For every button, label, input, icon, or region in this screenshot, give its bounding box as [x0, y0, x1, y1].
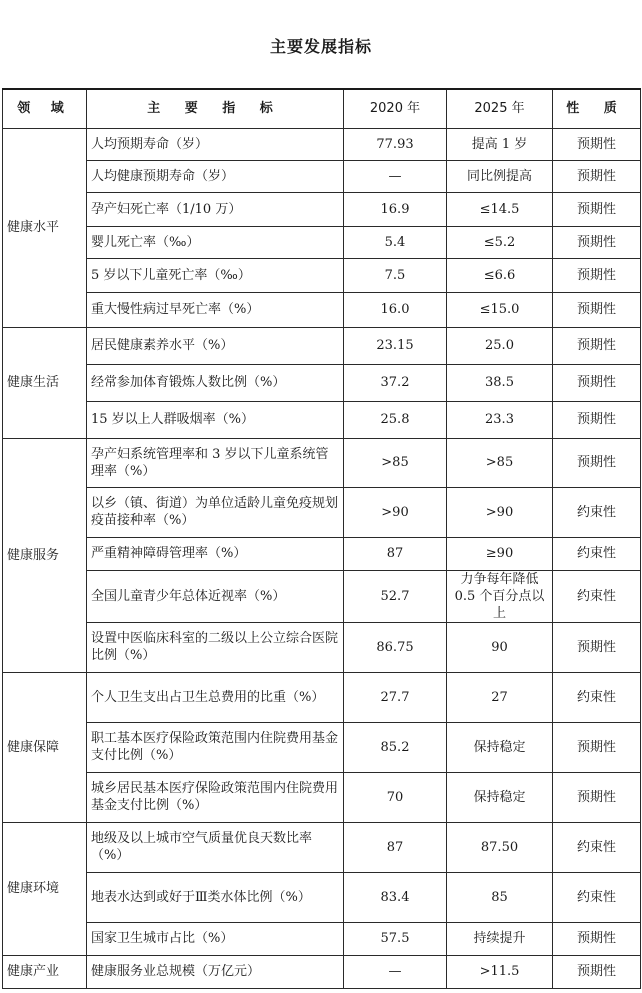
domain-cell: 健康生活 [3, 327, 87, 438]
header-nature: 性 质 [553, 89, 641, 128]
indicator-cell: 人均健康预期寿命（岁） [87, 160, 344, 192]
value-2020-cell: 5.4 [344, 226, 447, 258]
nature-cell: 预期性 [553, 772, 641, 822]
value-2025-cell: ≤6.6 [447, 258, 553, 292]
value-2025-cell: 保持稳定 [447, 722, 553, 772]
table-row [3, 160, 641, 192]
value-2020-cell: 87 [344, 822, 447, 872]
value-2025-cell: 保持稳定 [447, 772, 553, 822]
table-row [3, 292, 641, 327]
value-2025-cell: 25.0 [447, 327, 553, 364]
value-2025-cell: 85 [447, 872, 553, 922]
value-2020-cell: 87 [344, 537, 447, 570]
value-2020-cell: 52.7 [344, 570, 447, 622]
value-2025-cell: 同比例提高 [447, 160, 553, 192]
domain-cell: 健康水平 [3, 128, 87, 327]
value-2025-cell: 力争每年降低 0.5 个百分点以上 [447, 570, 553, 622]
value-2020-cell: 27.7 [344, 672, 447, 722]
value-2025-cell: ≤14.5 [447, 192, 553, 226]
nature-cell: 预期性 [553, 364, 641, 401]
indicator-cell: 婴儿死亡率（‰） [87, 226, 344, 258]
indicators-table [2, 88, 641, 989]
indicator-cell: 孕产妇死亡率（1/10 万） [87, 192, 344, 226]
value-2020-cell: 16.0 [344, 292, 447, 327]
indicator-cell: 全国儿童青少年总体近视率（%） [87, 570, 344, 622]
nature-cell: 预期性 [553, 327, 641, 364]
table-row [3, 570, 641, 622]
value-2020-cell: 85.2 [344, 722, 447, 772]
value-2025-cell: ≤15.0 [447, 292, 553, 327]
table-row [3, 364, 641, 401]
header-indicator: 主 要 指 标 [87, 89, 344, 128]
nature-cell: 约束性 [553, 872, 641, 922]
table-row [3, 922, 641, 955]
value-2020-cell: 83.4 [344, 872, 447, 922]
table-row [3, 487, 641, 537]
header-2025: 2025 年 [447, 89, 553, 128]
indicator-cell: 地表水达到或好于Ⅲ类水体比例（%） [87, 872, 344, 922]
value-2025-cell: 38.5 [447, 364, 553, 401]
value-2025-cell: ≥90 [447, 537, 553, 570]
nature-cell: 约束性 [553, 822, 641, 872]
value-2020-cell: >90 [344, 487, 447, 537]
value-2025-cell: 87.50 [447, 822, 553, 872]
value-2025-cell: 23.3 [447, 401, 553, 438]
value-2020-cell: >85 [344, 438, 447, 487]
table-row [3, 537, 641, 570]
value-2020-cell: 86.75 [344, 622, 447, 672]
nature-cell: 约束性 [553, 487, 641, 537]
header-domain: 领 域 [3, 89, 87, 128]
value-2020-cell: 70 [344, 772, 447, 822]
value-2025-cell: 提高 1 岁 [447, 128, 553, 160]
value-2025-cell: 持续提升 [447, 922, 553, 955]
nature-cell: 预期性 [553, 160, 641, 192]
nature-cell: 预期性 [553, 955, 641, 988]
nature-cell: 预期性 [553, 192, 641, 226]
indicator-cell: 人均预期寿命（岁） [87, 128, 344, 160]
table-row [3, 672, 641, 722]
value-2025-cell: 27 [447, 672, 553, 722]
indicator-cell: 以乡（镇、街道）为单位适龄儿童免疫规划疫苗接种率（%） [87, 487, 344, 537]
value-2020-cell: — [344, 160, 447, 192]
nature-cell: 预期性 [553, 128, 641, 160]
header-2020: 2020 年 [344, 89, 447, 128]
indicator-cell: 经常参加体育锻炼人数比例（%） [87, 364, 344, 401]
indicator-cell: 城乡居民基本医疗保险政策范围内住院费用基金支付比例（%） [87, 772, 344, 822]
indicator-cell: 职工基本医疗保险政策范围内住院费用基金支付比例（%） [87, 722, 344, 772]
nature-cell: 预期性 [553, 258, 641, 292]
table-header-row [3, 89, 641, 128]
value-2020-cell: 37.2 [344, 364, 447, 401]
indicator-cell: 设置中医临床科室的二级以上公立综合医院比例（%） [87, 622, 344, 672]
indicator-cell: 居民健康素养水平（%） [87, 327, 344, 364]
value-2020-cell: — [344, 955, 447, 988]
value-2020-cell: 77.93 [344, 128, 447, 160]
value-2025-cell: >85 [447, 438, 553, 487]
table-row [3, 226, 641, 258]
domain-cell: 健康服务 [3, 438, 87, 672]
nature-cell: 预期性 [553, 292, 641, 327]
value-2020-cell: 16.9 [344, 192, 447, 226]
table-row [3, 822, 641, 872]
value-2020-cell: 57.5 [344, 922, 447, 955]
table-row [3, 401, 641, 438]
nature-cell: 预期性 [553, 438, 641, 487]
table-row [3, 258, 641, 292]
indicator-cell: 个人卫生支出占卫生总费用的比重（%） [87, 672, 344, 722]
indicator-cell: 15 岁以上人群吸烟率（%） [87, 401, 344, 438]
value-2025-cell: >90 [447, 487, 553, 537]
indicator-cell: 严重精神障碍管理率（%） [87, 537, 344, 570]
domain-cell: 健康环境 [3, 822, 87, 955]
nature-cell: 预期性 [553, 401, 641, 438]
value-2020-cell: 23.15 [344, 327, 447, 364]
indicator-cell: 孕产妇系统管理率和 3 岁以下儿童系统管理率（%） [87, 438, 344, 487]
value-2020-cell: 7.5 [344, 258, 447, 292]
indicator-cell: 国家卫生城市占比（%） [87, 922, 344, 955]
nature-cell: 预期性 [553, 922, 641, 955]
table-row [3, 955, 641, 988]
table-row [3, 772, 641, 822]
nature-cell: 预期性 [553, 622, 641, 672]
domain-cell: 健康保障 [3, 672, 87, 822]
table-row [3, 438, 641, 487]
table-row [3, 192, 641, 226]
indicator-cell: 重大慢性病过早死亡率（%） [87, 292, 344, 327]
value-2025-cell: 90 [447, 622, 553, 672]
table-row [3, 327, 641, 364]
page-title: 主要发展指标 [269, 37, 372, 56]
table-row [3, 872, 641, 922]
nature-cell: 约束性 [553, 672, 641, 722]
domain-cell: 健康产业 [3, 955, 87, 988]
value-2025-cell: >11.5 [447, 955, 553, 988]
nature-cell: 约束性 [553, 537, 641, 570]
nature-cell: 约束性 [553, 570, 641, 622]
nature-cell: 预期性 [553, 226, 641, 258]
indicator-cell: 地级及以上城市空气质量优良天数比率（%） [87, 822, 344, 872]
indicator-cell: 健康服务业总规模（万亿元） [87, 955, 344, 988]
indicator-cell: 5 岁以下儿童死亡率（‰） [87, 258, 344, 292]
table-row [3, 722, 641, 772]
table-row [3, 622, 641, 672]
nature-cell: 预期性 [553, 722, 641, 772]
table-body [3, 128, 641, 988]
value-2025-cell: ≤5.2 [447, 226, 553, 258]
table-row [3, 128, 641, 160]
value-2020-cell: 25.8 [344, 401, 447, 438]
